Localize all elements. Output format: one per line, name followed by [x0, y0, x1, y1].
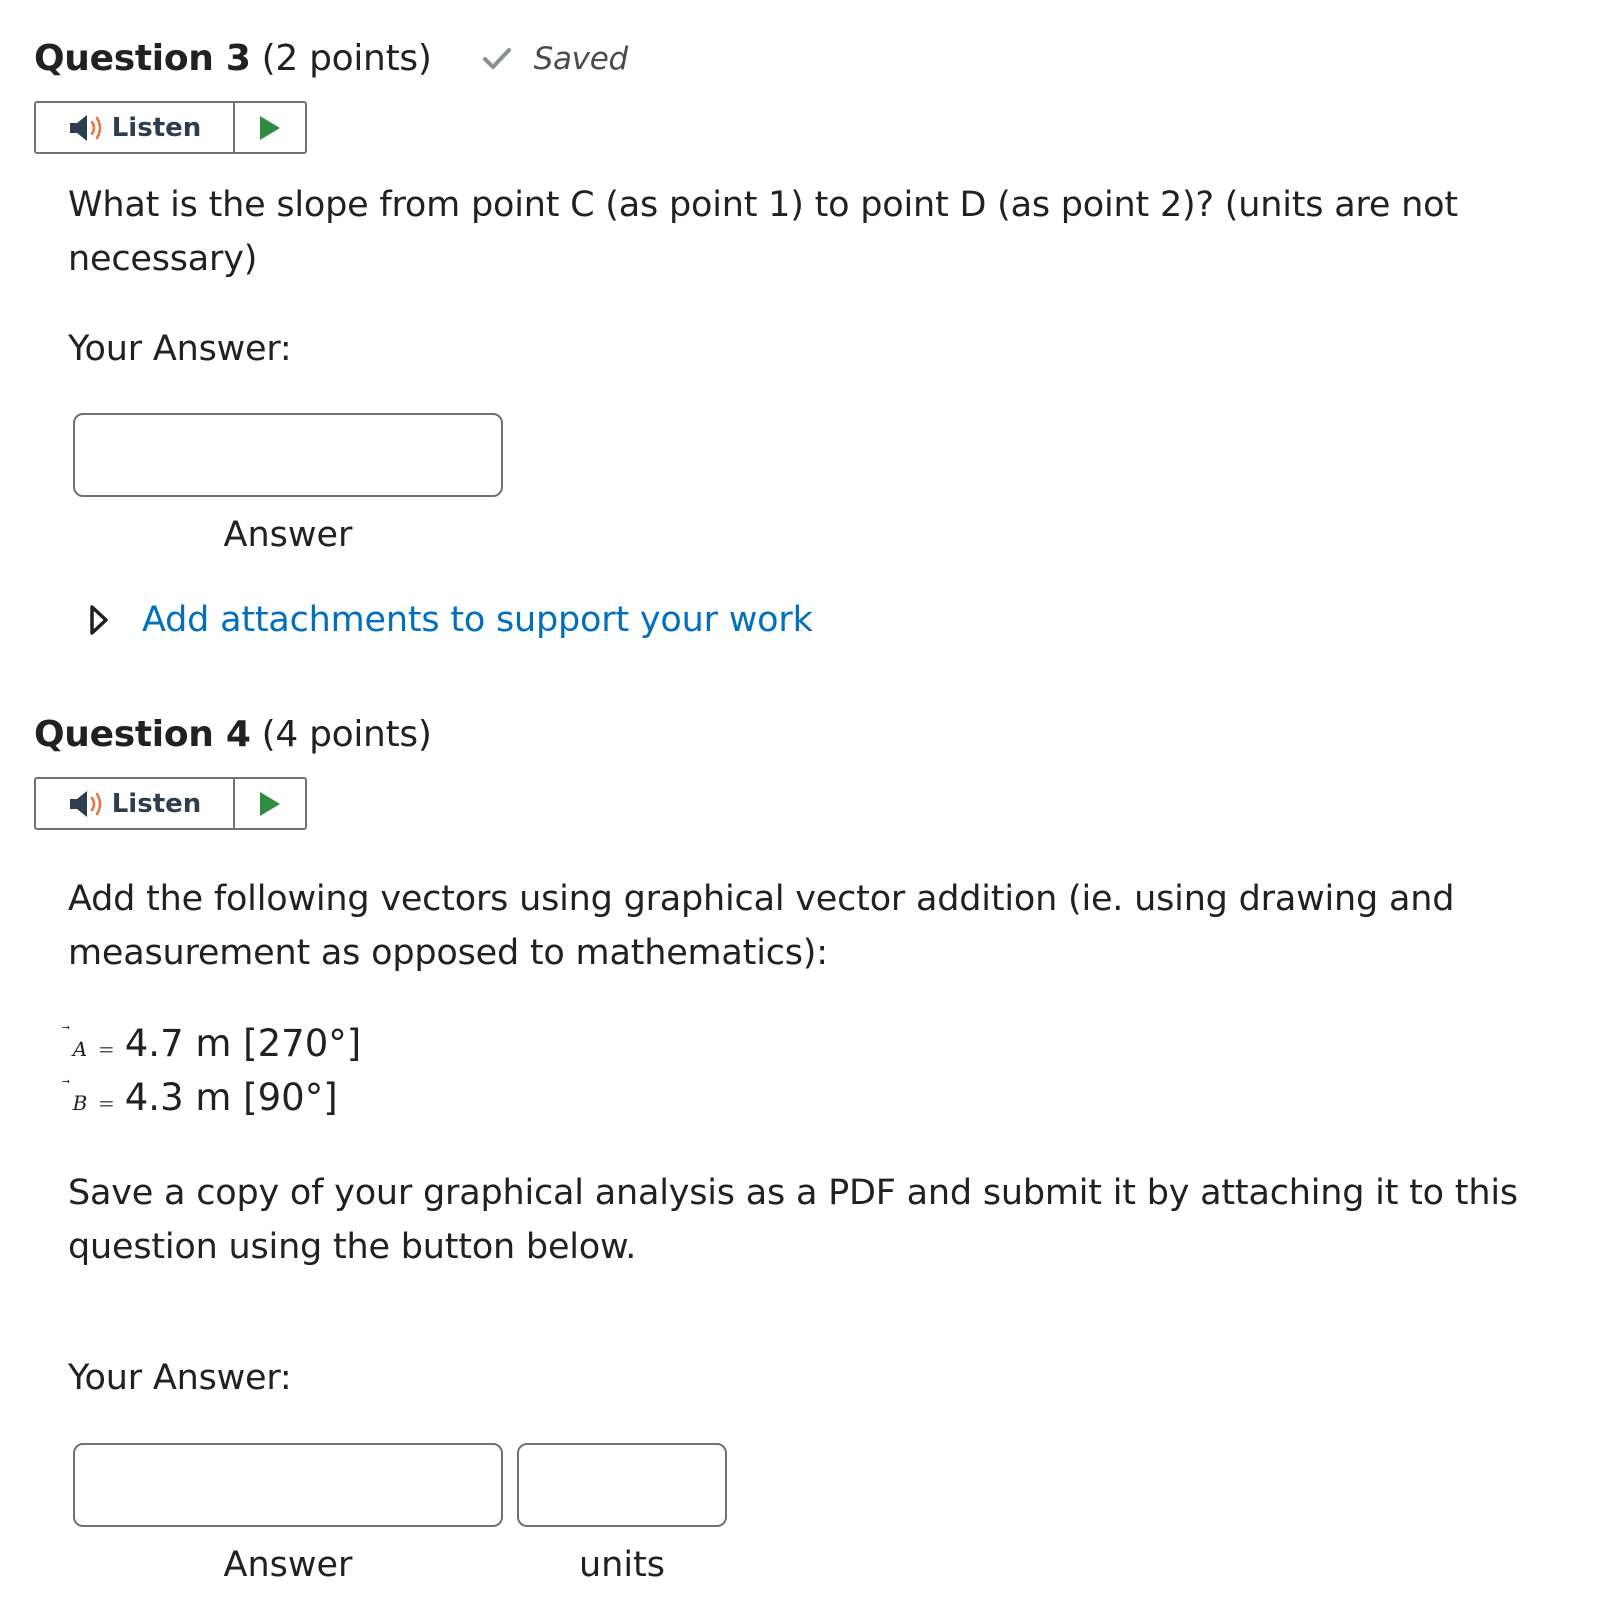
question-3-title: Question 3 [34, 38, 251, 79]
listen-label: Listen [111, 112, 202, 143]
vector-b-symbol [68, 1091, 92, 1115]
question-3-your-answer-label: Your Answer: [68, 329, 292, 369]
question-4-answer-label: Answer [223, 1545, 353, 1585]
vector-a-symbol [68, 1037, 92, 1061]
question-3-prompt: What is the slope from point C (as point 1) to point D (as point 2)? (units are not necessary) [68, 185, 1458, 279]
add-attachments-link[interactable]: Add attachments to support your work [142, 600, 813, 640]
vector-a-value: 4.7 m [270°] [124, 1022, 362, 1065]
play-icon [257, 114, 283, 142]
equals-sign: = [98, 1037, 115, 1061]
vector-b-line [68, 1076, 338, 1119]
play-button[interactable] [235, 103, 305, 152]
speaker-icon [68, 113, 106, 143]
question-4-answer-input[interactable] [73, 1443, 503, 1527]
listen-widget-q4 [34, 777, 307, 830]
question-4-title: Question 4 [34, 714, 251, 755]
question-3-answer-label: Answer [223, 515, 353, 555]
listen-button[interactable] [36, 779, 235, 828]
vector-a-line [68, 1022, 361, 1065]
question-4-units-label: units [578, 1545, 666, 1585]
saved-status [482, 41, 628, 77]
listen-button[interactable] [36, 103, 235, 152]
check-icon [482, 47, 512, 71]
add-attachments-toggle[interactable] [88, 600, 813, 640]
question-4-instructions: Save a copy of your graphical analysis as a PDF and submit it by attaching it to this question using the button below. [68, 1173, 1518, 1267]
vector-a-letter: A [72, 1037, 88, 1061]
saved-label: Saved [533, 40, 628, 77]
question-4-your-answer-label: Your Answer: [68, 1358, 292, 1398]
question-3-points: (2 points) [261, 38, 432, 79]
question-4-units-input[interactable] [517, 1443, 727, 1527]
vector-b-letter: B [72, 1091, 88, 1115]
play-icon [257, 790, 283, 818]
question-4-header [34, 714, 432, 755]
listen-label: Listen [111, 788, 202, 819]
listen-widget-q3 [34, 101, 307, 154]
equals-sign: = [98, 1091, 115, 1115]
disclosure-triangle-icon [88, 603, 110, 637]
question-3-header [34, 38, 628, 79]
speaker-icon [68, 789, 106, 819]
play-button[interactable] [235, 779, 305, 828]
vector-b-value: 4.3 m [90°] [124, 1076, 338, 1119]
question-4-prompt: Add the following vectors using graphical vector addition (ie. using drawing and measurement as opposed to mathematics): [68, 879, 1455, 973]
question-4-points: (4 points) [261, 714, 432, 755]
question-3-answer-input[interactable] [73, 413, 503, 497]
